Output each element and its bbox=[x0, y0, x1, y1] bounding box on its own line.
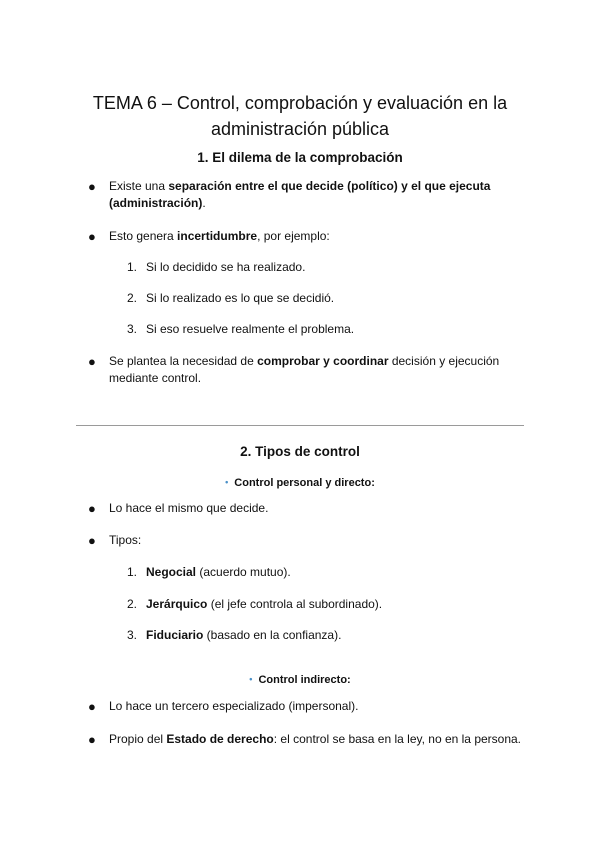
s2-bullet-3: Lo hace un tercero especializado (impersonal). bbox=[109, 699, 359, 713]
section-2-heading: 2. Tipos de control bbox=[240, 444, 360, 459]
s2-type-1: Negocial (acuerdo mutuo). bbox=[146, 565, 291, 579]
list-number: 2. bbox=[127, 597, 138, 611]
s2-bullet-4: Propio del Estado de derecho: el control se basa en la ley, no en la persona. bbox=[109, 732, 522, 746]
s2-bullet-1: Lo hace el mismo que decide. bbox=[109, 501, 269, 515]
bullet-icon: ● bbox=[88, 179, 96, 194]
document-title: TEMA 6 – Control, comprobación y evaluación en la administración pública bbox=[92, 93, 508, 139]
bullet-icon: ● bbox=[88, 732, 96, 747]
list-number: 1. bbox=[127, 260, 138, 274]
s1-bullet-3: Se plantea la necesidad de comprobar y coordinar decisión y ejecución mediante control. bbox=[109, 354, 500, 385]
s1-bullet-1: Existe una separación entre el que decide (político) y el que ejecuta (administración). bbox=[109, 179, 491, 210]
subheading-personal: • Control personal y directo: bbox=[225, 477, 375, 489]
small-bullet-icon: • bbox=[249, 674, 253, 684]
subheading-indirect: • Control indirecto: bbox=[249, 674, 351, 686]
s1-list-item-3: Si eso resuelve realmente el problema. bbox=[146, 322, 355, 336]
s2-type-2: Jerárquico (el jefe controla al subordinado). bbox=[146, 597, 383, 611]
bullet-icon: ● bbox=[88, 354, 96, 369]
list-number: 3. bbox=[127, 628, 138, 642]
section-1-heading: 1. El dilema de la comprobación bbox=[197, 150, 403, 165]
list-number: 3. bbox=[127, 322, 138, 336]
s1-list-item-2: Si lo realizado es lo que se decidió. bbox=[146, 291, 335, 305]
s1-bullet-2: Esto genera incertidumbre, por ejemplo: bbox=[109, 229, 330, 243]
bullet-icon: ● bbox=[88, 533, 96, 548]
s2-bullet-2: Tipos: bbox=[109, 533, 142, 547]
bullet-icon: ● bbox=[88, 699, 96, 714]
section-divider bbox=[76, 425, 524, 426]
bullet-icon: ● bbox=[88, 229, 96, 244]
bullet-icon: ● bbox=[88, 501, 96, 516]
s2-type-3: Fiduciario (basado en la confianza). bbox=[146, 628, 342, 642]
small-bullet-icon: • bbox=[225, 477, 229, 487]
list-number: 2. bbox=[127, 291, 138, 305]
list-number: 1. bbox=[127, 565, 138, 579]
s1-list-item-1: Si lo decidido se ha realizado. bbox=[146, 260, 306, 274]
